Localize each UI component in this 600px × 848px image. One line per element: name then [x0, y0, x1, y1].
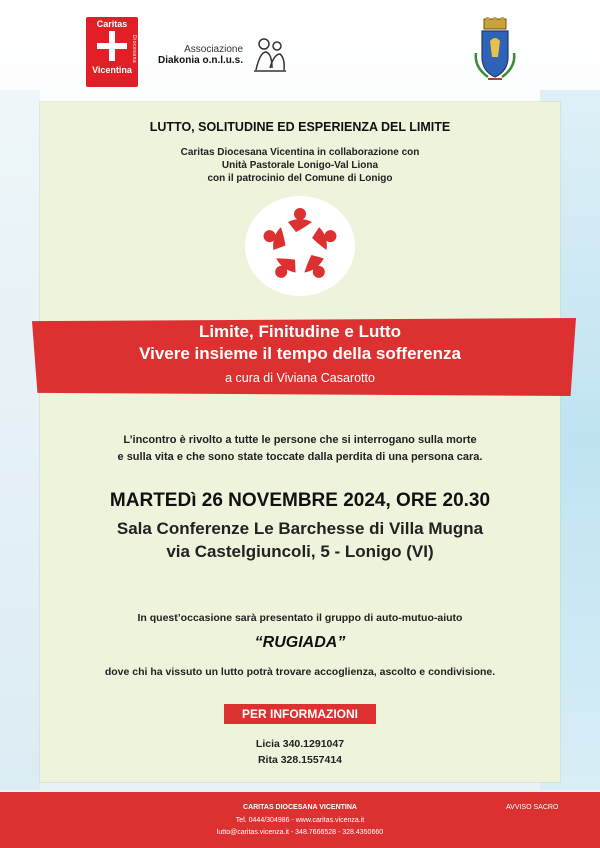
caritas-logo [86, 17, 138, 87]
banner-title-line2: Vivere insieme il tempo della sofferenza [139, 344, 461, 363]
contact-line: Rita 328.1557414 [257, 754, 343, 766]
diakonia-logo-icon [250, 34, 290, 74]
footer-email-line[interactable]: lutto@caritas.vicenza.it - 348.7666528 - 328.4350660 [216, 829, 384, 836]
footer-contact-line[interactable]: Tel. 0444/304986 - www.caritas.vicenza.it [235, 817, 365, 824]
event-series-title: LUTTO, SOLITUDINE ED ESPERIENZA DEL LIMITE [149, 120, 451, 134]
info-label: PER INFORMAZIONI [224, 704, 376, 724]
circle-of-people-icon [245, 196, 355, 296]
contacts [40, 736, 560, 768]
event-date: MARTEDì 26 NOVEMBRE 2024, ORE 20.30 [109, 490, 491, 511]
avviso-sacro: AVVISO SACRO [506, 804, 559, 811]
collab-line: Unità Pastorale Lonigo-Val Liona [221, 160, 379, 171]
contact-line: Licia 340.1291047 [255, 738, 345, 750]
caritas-logo-top: Caritas [96, 19, 128, 29]
venue-line: Sala Conferenze Le Barchesse di Villa Mugna [116, 519, 484, 538]
background-left [0, 90, 40, 790]
footer [0, 792, 600, 848]
association-line1: Associazione [184, 44, 244, 55]
venue-line: via Castelgiuncoli, 5 - Lonigo (VI) [166, 542, 434, 561]
banner-title-line1: Limite, Finitudine e Lutto [198, 322, 402, 341]
collaboration-text [40, 146, 560, 185]
group-name: “RUGIADA” [254, 634, 346, 651]
group-description: dove chi ha vissuto un lutto potrà trovare accoglienza, ascolto e condivisione. [104, 666, 496, 678]
caritas-logo-bottom: Vicentina [92, 65, 132, 75]
collab-line: con il patrocinio del Comune di Lonigo [207, 173, 393, 184]
association-line2: Diakonia o.n.l.u.s. [158, 55, 244, 66]
intro-text [40, 432, 560, 466]
intro-line: L’incontro è rivolto a tutte le persone che si interrogano sulla morte [123, 434, 477, 446]
occasion-text: In quest’occasione sarà presentato il gruppo di auto-mutuo-aiuto [137, 612, 463, 624]
caritas-logo-side: Diocesana [131, 35, 137, 64]
diakonia-text [158, 44, 243, 66]
comune-crest-icon [470, 17, 520, 83]
collab-line: Caritas Diocesana Vicentina in collaborazione con [180, 147, 420, 158]
banner-curator: a cura di Viviana Casarotto [225, 371, 375, 385]
cross-icon [97, 31, 127, 61]
event-venue [40, 517, 560, 563]
intro-line: e sulla vita e che sono state toccate dalla perdita di una persona cara. [117, 451, 483, 463]
footer-org: CARITAS DIOCESANA VICENTINA [243, 804, 357, 811]
